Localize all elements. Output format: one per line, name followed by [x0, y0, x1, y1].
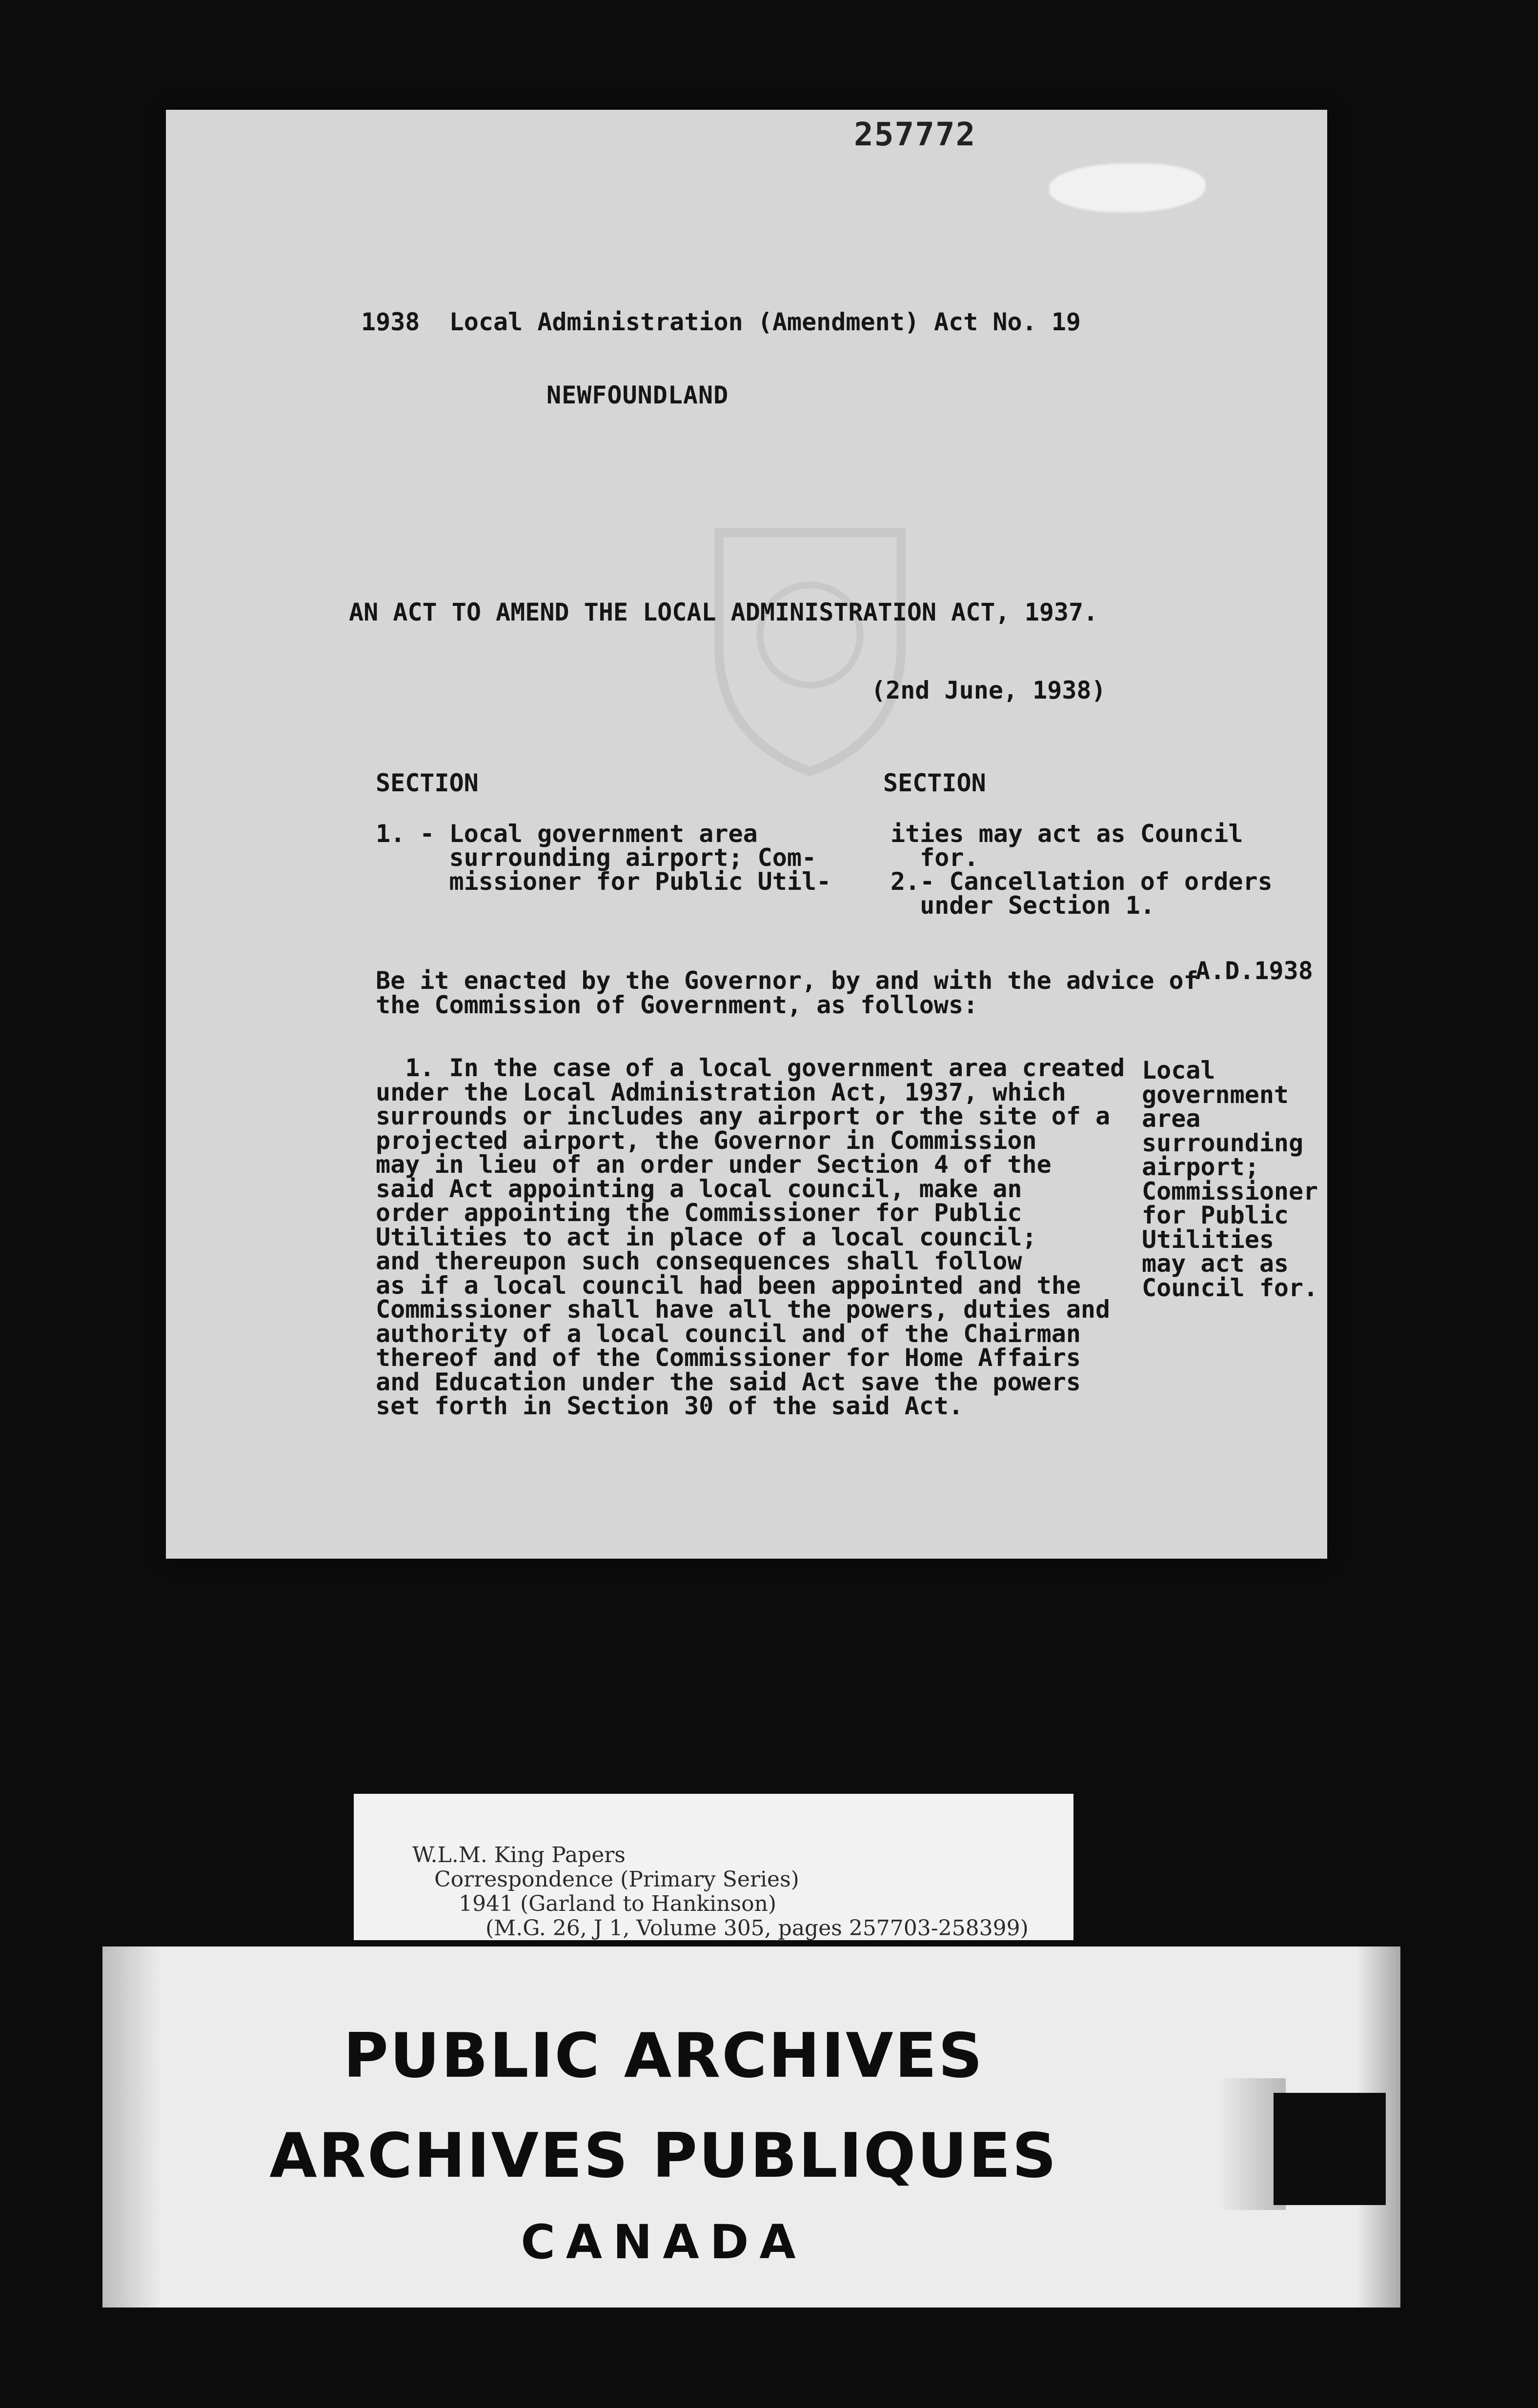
smudge-mark — [1049, 163, 1205, 212]
act-title-line: 1938 Local Administration (Amendment) Act No. 19 — [361, 308, 1081, 336]
section-list-left: 1. - Local government area surrounding airport; Com- missioner for Public Util- — [376, 820, 831, 896]
label-line-4: (M.G. 26, J 1, Volume 305, pages 257703-258399) — [486, 1916, 1029, 1941]
section-heading-left: SECTION — [376, 769, 479, 797]
section-1-body: 1. In the case of a local government area created under the Local Administration Act, 1937, which surrounds or includes any airport or the site of a projected airport, the Governor in Commission may in lieu of an order under Section 4 of the said Act appointing a local council, make an order appointing the Commissioner for Public Utilities to act in place of a local council; and thereupon such consequences shall follow as if a local council had been appointed and the Commissioner shall have all the powers, duties and authority of a local council and of the Chairman thereof and of the Commissioner for Home Affairs and Education under the said Act save the powers set forth in Section 30 of the said Act. — [376, 1054, 1125, 1420]
act-date: (2nd June, 1938) — [871, 676, 1106, 704]
archives-line-3: CANADA — [521, 2215, 807, 2269]
archives-line-1: PUBLIC ARCHIVES — [343, 2020, 984, 2091]
archives-line-2: ARCHIVES PUBLIQUES — [269, 2120, 1058, 2191]
enacting-clause: Be it enacted by the Governor, by and with the advice of the Commission of Government, as follows: — [376, 966, 1198, 1019]
collection-label — [354, 1794, 1073, 1940]
emblem-watermark — [693, 510, 927, 783]
ad-year-note: A.D.1938 — [1195, 957, 1313, 985]
section-heading-right: SECTION — [883, 769, 986, 797]
section-list-right: ities may act as Council for. 2.- Cancellation of orders under Section 1. — [890, 820, 1273, 920]
margin-note: Local government area surrounding airport; Commissioner for Public Utilities may act as Council for. — [1142, 1056, 1318, 1302]
label-line-1: W.L.M. King Papers — [412, 1843, 626, 1867]
document-page — [166, 110, 1327, 1559]
label-line-2: Correspondence (Primary Series) — [434, 1867, 799, 1892]
label-line-3: 1941 (Garland to Hankinson) — [459, 1891, 777, 1916]
country-heading: NEWFOUNDLAND — [546, 381, 729, 409]
document-number: 257772 — [854, 116, 976, 153]
archives-card — [102, 1946, 1400, 2308]
act-title: AN ACT TO AMEND THE LOCAL ADMINISTRATION ACT, 1937. — [349, 598, 1098, 626]
